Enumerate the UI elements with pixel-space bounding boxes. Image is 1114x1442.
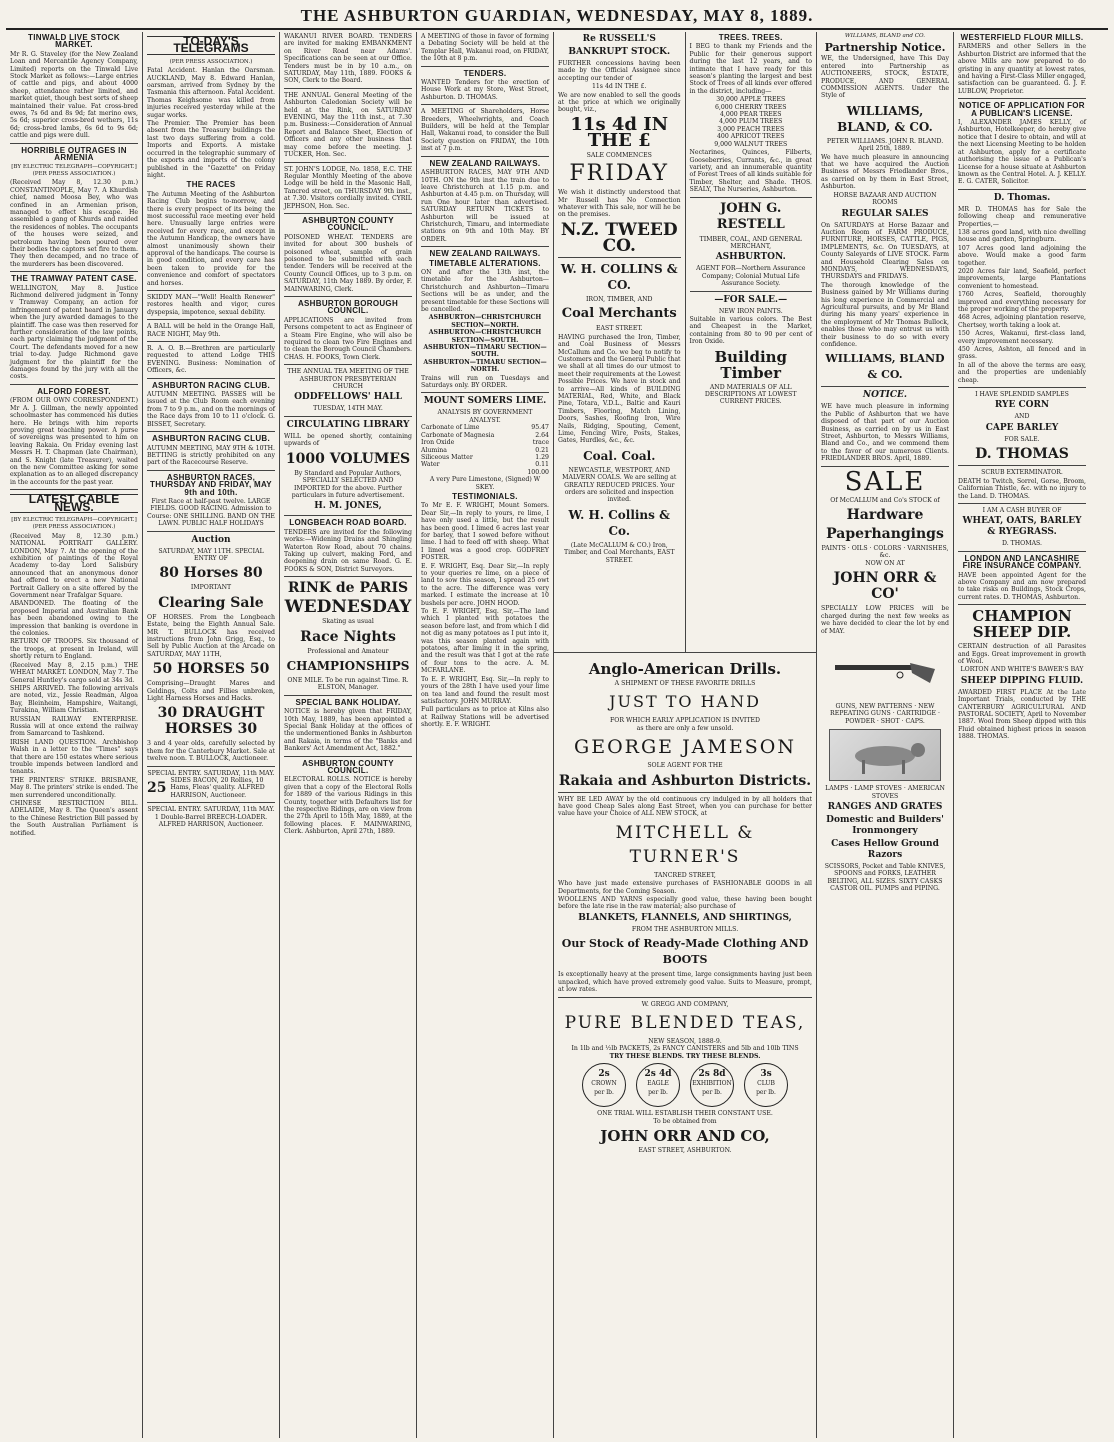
advertisement: SOLE AGENT FOR THE: [647, 762, 723, 770]
advertisement: ONE TRIAL WILL ESTABLISH THEIR CONSTANT USE.: [597, 1110, 773, 1118]
article-text: Fatal Accident. Hanlan the Oarsman. AUCKLAND, May 8. Edward Hanlan, oarsman, arrived from Sydney by the Tasmania this afternoon. Fatal Accident. Thomas Keighsome was killed from injuries received yesterday while at the sugar works.: [147, 67, 275, 119]
ad-display-line: JOHN ORR AND CO,: [600, 1126, 770, 1145]
dog-illustration-icon: [829, 729, 941, 781]
analysis-value: 2.64: [535, 431, 549, 439]
article-text: Mr R. G. Staveley (for the New Zealand Loan and Mercantile Agency Company, Limited) reports on the Tinwald Live Stock Market as follows:—Large entries of cattle and pigs, and about 4000 sheep, attendance rather limited, and market quiet, though best sorts of sheep maintained their value. Fat cross-bred ewes, 7s 6d and 8s 9d; fat merino ews, 5s 6d; superior cross-bred wethers, 11s 6d; cross-bred lambs, 6s 6d to 9s 6d; cattle and pigs were dull.: [10, 50, 138, 140]
advertisement: TRY THESE BLENDS. TRY THESE BLENDS.: [609, 1052, 761, 1060]
testimonial: E. F. WRIGHT, Esq. Dear Sir,—In reply to your queries re lime, on a piece of land to sow this season, I spread 25 owt to the acre. The difference was very marked. I estimate the increase at 10 bushels per acre. JOHN HOOD.: [421, 562, 549, 607]
advertisement: NOW ON AT: [865, 559, 905, 567]
advertisement: SIDES BACON, 20 Rollies, 10 Hams, Fleas' quality. ALFRED HARRISON, Auctioneer.: [170, 777, 265, 799]
headline: NEW ZEALAND RAILWAYS.: [429, 249, 541, 259]
headline: TENDERS.: [463, 68, 507, 78]
advertisement: NEW IRON PAINTS.: [718, 307, 783, 315]
ad-display-line: GEORGE JAMESON: [574, 736, 796, 759]
advertisement: W. GREGG AND COMPANY,: [641, 1000, 729, 1008]
ad-display-line: WEDNESDAY: [284, 597, 412, 618]
advertisement: Who have just made extensive purchases of FASHIONABLE GOODS in all Departments, for the Coming Season.: [558, 880, 812, 895]
analysis-table: [421, 424, 549, 476]
headline: NOTICE OF APPLICATION FOR A PUBLICAN'S LICENSE.: [959, 101, 1085, 118]
advertisement: 11s 4d IN THE £.: [591, 83, 647, 91]
advertisement: FARMERS and other Sellers in the Ashburton District are informed that the above Mills are now prepared to do gristing in any quantity at lowest rates, and having a First-Class Miller engaged, satisfaction can be guaranteed. G. J. F. LUBLOW, Proprietor.: [958, 43, 1086, 95]
advertisement: SCISSORS, Pocket and Table KNIVES, SPOONS and FORKS, LEATHER BELTING, ALL SIZES. SIXTY CASKS CASTOR OIL. PUMPS and PIPING.: [824, 862, 946, 893]
advertisement: ELECTORAL ROLLS. NOTICE is hereby given that a copy of the Electoral Rolls for 1889 of the various Ridings in this County, together with Defaulters list for the respective Ridings, are on view from the 27th April to 15th May, 1889, at the following places. F. MAINWARING, Clerk. Ashburton, April 27th, 1889.: [284, 776, 412, 836]
tea-name: CLUB: [757, 1080, 775, 1088]
ad-display-line: W. H. COLLINS & CO.: [560, 261, 678, 292]
ad-display-line: 80 Horses 80: [159, 565, 263, 582]
headline: TIMETABLE ALTERATIONS.: [429, 258, 541, 268]
advertisement: On SATURDAYS at Horse Bazaar and Auction Room of FARM PRODUCE, FURNITURE, HORSES, CATTLE, PIGS, IMPLEMENTS, &c. On TUESDAYS, at County Saleyards of LIVE STOCK. Farm and Household Clearing Sales on MONDAYS, WEDNESDAYS, THURSDAYS and FRIDAYS.: [821, 221, 949, 281]
advertisement: WAKANUI RIVER BOARD. TENDERS are invited for making EMBANKMENT on River Road near Adams'. Specifications can be seen at our Office. Tenders must be in by 10 a.m., on SATURDAY, May 11th, 1889. FOOKS & SON, Clerk to the Board.: [284, 33, 412, 85]
ad-display-line: 50 HORSES 50: [152, 661, 270, 678]
advertisement: D. THOMAS.: [1001, 540, 1043, 548]
section-heading: Auction: [191, 534, 231, 545]
property-item: 450 Acres, Ashton, all fenced and in grass.: [958, 346, 1086, 361]
analysis-label: Alumina: [421, 446, 447, 454]
advertisement: EAST STREET, ASHBURTON.: [638, 1146, 732, 1154]
article-text: (FROM OUR OWN CORRESPONDENT.) Mr A. J. Gillman, the newly appointed schoolmaster has commenced his duties here. He brings with him reports proving great teaching power. A purse of sovereigns was presented to him on leaving Rakaia. On Friday evening last Messrs H. T. Chapman (late Chairman), and S. Knight (late Treasurer), waited on the new Committee asking for some explanation as to an alleged discrepancy in the accounts for the past year.: [10, 397, 138, 486]
advertisement: FROM THE ASHBURTON MILLS.: [631, 925, 739, 933]
advertisement: A SHIPMENT OF THESE FAVORITE DRILLS: [614, 680, 756, 687]
column-2: [143, 32, 280, 1438]
property-item: 2020 Acres fair land, Seafield, perfect improvements, large Plantations convenient to homestead.: [958, 267, 1086, 290]
tea-blend-badges: [558, 1063, 812, 1107]
headline: ASHBURTON RACES, THURSDAY AND FRIDAY, MAY 9th and 10th.: [150, 472, 272, 497]
ad-display-line: Clearing Sale: [158, 594, 264, 611]
advertisement: EAST STREET.: [595, 325, 643, 333]
column-7: [817, 32, 954, 1438]
advertisement: AUTUMN MEETING, MAY 9TH & 10TH. BETTING is strictly prohibited on any part of the Racecourse Reserve.: [147, 444, 275, 467]
advertisement: We are now enabled to sell the goods at the price at which we originally bought, viz.,: [558, 91, 681, 114]
ad-display-line: SHEEP DIPPING FLUID.: [960, 675, 1084, 686]
column-6: [686, 32, 817, 652]
section-heading: Partnership Notice.: [824, 41, 946, 55]
ad-display-line: Our Stock of Ready-Made Clothing AND BOOTS: [561, 937, 809, 967]
advertisement: Of McCALLUM and Co's STOCK of: [830, 496, 940, 504]
analysis-row: [421, 469, 549, 476]
article-text: ABANDONED. The floating of the proposed Imperial and Australian Bank has been abandoned owing to the impression that banking is overdone in the colonies.: [10, 600, 138, 638]
analysis-label: Carbonate of Lime: [421, 424, 480, 432]
column-8: [954, 32, 1090, 1438]
advertisement: In 1lb and ½lb PACKETS, 2s FANCY CANISTERS and 5lb and 10lb TINS: [571, 1045, 799, 1053]
column-4: [417, 32, 554, 1438]
byline: (PER PRESS ASSOCIATION.): [169, 58, 253, 65]
ad-display-line: RINK de PARIS: [287, 580, 409, 597]
timetable-heading: ASHBURTON—TIMARU SECTION—SOUTH.: [423, 344, 547, 359]
advertisement: THE ANNUAL General Meeting of the Ashburton Caledonian Society will be held at the Rink, on SATURDAY EVENING, May the 11th inst., at 7.30 p.m. Business:—Consideration of Annual Report and Balance Sheet, Election of Officers and any other business that may come before the meeting. J. TUCKER, Hon. Sec.: [284, 91, 412, 159]
advertisement: SPECIALLY LOW PRICES will be charged during the next few weeks as we have decided to clear the lot by end of MAY.: [821, 605, 949, 635]
headline: ASHBURTON RACING CLUB.: [151, 434, 270, 444]
headline: TESTIMONIALS.: [452, 491, 518, 501]
advertisement: as there are only a few unsold.: [636, 724, 734, 732]
section-heading: MOUNT SOMERS LIME.: [423, 396, 547, 407]
analysis-label: Iron Oxide: [421, 439, 455, 447]
ad-display-line: FRIDAY: [569, 161, 670, 187]
ad-display-line: 1000 VOLUMES: [285, 450, 411, 467]
analysis-row: [421, 424, 549, 431]
advertisement: AUTUMN MEETING. PASSES will be issued at the Club Room each evening from 7 to 9 p.m., and on the mornings of the Race days from 10 to 11 o'clock. G. BISSET, Secretary.: [147, 391, 275, 428]
ad-display-line: Rakaia and Ashburton Districts.: [558, 772, 812, 789]
headline: TINWALD LIVE STOCK MARKET.: [28, 33, 120, 50]
analysis-label: Carbonate of Magnesia: [421, 431, 495, 439]
tree-stock-item: 3,000 PEACH TREES: [717, 125, 785, 133]
ad-display-line: 30 DRAUGHT HORSES 30: [157, 705, 265, 738]
advertisement: ON and after the 13th inst, the timetable for the Ashburton—Christchurch and Ashburton—Timaru Sections will be as under, and the present timetable for these Sections will be cancelled.: [421, 268, 549, 313]
testimonial: To Mr E. F. WRIGHT, Mount Somers. Dear Sir,—In reply to yours, re lime, I have only used a little, but the result has been good. I limed 6 acres last year for barley, that I sowed before without lime. I had to feed off with sheep. What I limed was a good crop. GODFREY FOSTER.: [421, 502, 549, 562]
advertisement: Trains will run on Tuesdays and Saturdays only. BY ORDER.: [421, 374, 549, 390]
article-text: The Autumn Meeting of the Ashburton Racing Club begins to-morrow, and there is every prospect of its being the most successful race meeting ever held here. Unusually large entries were received for every race, and except in the Autumn Handicap, the owners have almost unanimously shown their approval of the handicaps. The course is in good condition, and every care has been taken to provide for the convenience and comfort of spectators and horses.: [147, 190, 275, 287]
ad-display-line: Coal. Coal.: [583, 448, 656, 463]
advertisement: Is exceptionally heavy at the present time, large consignments having just been unpacked, which have proved extremely good value. Suits to Measure, prompt, at low rates.: [558, 971, 812, 994]
advertisement: WE, the Undersigned, have This Day entered into Partnership as AUCTIONEERS, STOCK, ESTATE, PRODUCE, AND GENERAL COMMISSION AGENTS. Under the Style of: [821, 55, 949, 100]
headline: THE RACES: [186, 180, 236, 190]
headline: NEW ZEALAND RAILWAYS.: [429, 158, 541, 168]
tea-name: EXHIBITION: [692, 1080, 732, 1088]
article-text: RUSSIAN RAILWAY ENTERPRISE. Russia will at once extend the railway from Samarcand to Tashkend.: [10, 715, 138, 738]
column-5-6: [554, 32, 817, 1438]
advertisement: THE ANNUAL TEA MEETING OF THE ASHBURTON PRESBYTERIAN CHURCH: [287, 368, 409, 391]
headline: SPECIAL BANK HOLIDAY.: [295, 697, 401, 707]
ad-display-line: JOHN ORR & CO': [833, 570, 937, 603]
timetable-heading: ASHBURTON—CHRISTCHURCH SECTION—NORTH.: [428, 314, 542, 329]
article-text: IRISH LAND QUESTION. Archbishop Walsh in a letter to the "Times" says that there are 150 estates where serious trouble impends between landlord and tenants.: [10, 738, 138, 776]
advertisement: ANALYSIS BY GOVERNMENT ANALYST.: [437, 409, 533, 424]
analysis-label: Water: [421, 461, 440, 469]
advertisement: TANCRED STREET,: [654, 871, 716, 879]
page-columns: [6, 32, 1108, 1438]
advertisement: Comprising—Draught Mares and Geldings, Colts and Fillies unbroken, Light Harness Horses and Hacks.: [147, 680, 275, 703]
analysis-value: 1.29: [535, 453, 549, 461]
advertisement: MR D. THOMAS has for Sale the following cheap and remunerative Properties,—: [958, 205, 1086, 228]
advertisement: NOTICE is hereby given that FRIDAY, 10th May, 1889, has been appointed a Special Bank Holiday at the offices of the undermentioned Banks in Ashburton and Rakaia, in terms of the "Banks and Bankers' Act Amendment Act, 1882.": [284, 708, 412, 753]
advertisement: 3 and 4 year olds, carefully selected by them for the Canterbury Market. Sale at twelve noon. T. BULLOCK, Auctioneer.: [147, 740, 275, 763]
tea-price: 2s 8d: [698, 1069, 726, 1080]
ad-display-line: —FOR SALE.—: [714, 294, 788, 305]
advertisement: A MEETING of those in favor of forming a Debating Society will be held at the Templar Hall, Wakanui road, on FRIDAY, the 10th at 8 p.m.: [421, 33, 549, 63]
ad-display-line: H. M. JONES,: [314, 501, 382, 512]
article-text: The Premier. The Premier has been absent from the Treasury buildings the last two days suffering from a cold. Imports and Exports. A mistake occurred in the telegraphic summary of the exports and imports of the colony published in the "Gazette" on Friday night.: [147, 120, 275, 179]
advertisement: First Race at half-past twelve. LARGE FIELDS. GOOD RACING. Admission to Course: ONE SHILLING. BAND ON THE LAWN. PUBLIC HALF HOLIDAYS: [147, 497, 275, 528]
advertisement: A MEETING of Shareholders, Horse Breeders, Wheelwrights, and Coach Builders, will be held at the Templar Hall, Wakanui road, to consider the Bull Society question on FRIDAY, the 10th inst at 7 p.m.: [421, 108, 549, 153]
advertisement: AGENT FOR—Northern Assurance Company; Colonial Mutual Life Assurance Society.: [696, 265, 806, 288]
advertisement: FOR SALE.: [1004, 435, 1040, 443]
ad-display-line: SALE: [844, 466, 926, 497]
headline: ASHBURTON COUNTY COUNCIL.: [302, 758, 394, 776]
advertisement: TENDERS are invited for the following works:—Widening Drains and Shingling Waterton Row Road, about 70 chains. Taking up culvert, making Ford, and deepening drain on same Road. G. E. FOOKS & SON, District Surveyors.: [284, 528, 412, 573]
ad-display-line: PURE BLENDED TEAS,: [564, 1012, 806, 1033]
column-3: [280, 32, 417, 1438]
advertisement: FOR WHICH EARLY APPLICATION IS INVITED: [610, 717, 760, 725]
headline: LATEST CABLE NEWS.: [10, 494, 138, 513]
analysis-row: [421, 461, 549, 468]
analysis-value: 0.21: [535, 446, 549, 454]
article-text: THE PRINTERS' STRIKE. BRISBANE, May 8. The printers' strike is ended. The men surrendered unconditionally.: [10, 776, 138, 799]
ad-display-line: WHEAT, OATS, BARLEY & RYEGRASS.: [962, 516, 1082, 538]
headline: ASHBURTON RACING CLUB.: [151, 380, 270, 390]
advertisement: IRON, TIMBER, AND: [585, 295, 653, 303]
tea-unit: per lb.: [702, 1089, 722, 1097]
advertisement: I BEG to thank my Friends and the Public for their generous support during the last 12 years, and to intimate that I have ready for this season's planting the largest and best Stock of Trees of all kinds ever offered in the district, including—: [689, 43, 812, 95]
gun-illustration-icon: [830, 639, 940, 699]
headline: LONDON AND LANCASHIRE FIRE INSURANCE COMPANY.: [962, 553, 1082, 571]
article-text: (Received May 8, 2.15 p.m.) THE WHEAT MARKET. LONDON, May 7. The General Huntley's cargo sold at 34s 3d.: [10, 661, 138, 684]
ad-display-line: Hardware: [846, 507, 924, 524]
tea-name: EAGLE: [647, 1080, 669, 1088]
advertisement: WE have much pleasure in informing the Public of Ashburton that we have disposed of that part of our Auction Business, as carried on by us in East Street, Ashburton, to Messrs Williams, Bland and Co., and we commend them to the favor of our numerous Clients. FRIEDLANDER BROS. April, 1889.: [821, 403, 949, 463]
ad-display-line: JUST TO HAND: [609, 692, 761, 712]
ad-display-line: Paperhangings: [826, 526, 944, 543]
property-item: 1760 Acres, Seafield, thoroughly improved and everything necessary for the proper working of the property.: [958, 291, 1086, 313]
analysis-row: [421, 432, 549, 439]
ad-display-line: WILLIAMS, BLAND, & CO.: [837, 103, 933, 134]
ad-display-line: Building Timber: [714, 347, 788, 382]
advertisement: HAVING purchased the Iron, Timber, and Coal Business of Messrs McCallum and Co. we beg to notify to Customers and the General Public that we shall at all times do our utmost to meet their requirements at the Lowest Possible Prices. We have in stock and to arrive—All kinds of BUILDING MATERIAL, Red, White, and Black Pine, Totara, V.D.L., Baltic and Kauri Timbers, Flooring, Match Lining, Doors, Sashes, Roofing Iron, Wire Nails, Ridging, Spouting, Cement, Lime, Fencing Wire, Posts, Stakes, Gates, Hurdles, &c., &c.: [558, 333, 681, 445]
article-text: WELLINGTON, May 8. Justice Richmond delivered judgment in Tonny v Tramway Company, an action for infringement of patent heard in January when the jury awarded damages to the plaintiff. The case was then reserved for further consideration of the law points, each party claiming the judgment of the Court. The defendants moved for a new trial to-day. Judge Richmond gave judgment for the plaintiff for the damages found by the jury with all the costs.: [10, 284, 138, 381]
advertisement: I HAVE SPLENDID SAMPLES: [975, 391, 1069, 399]
advertisement: Nectarines, Quinces, Filberts, Gooseberries, Currants, &c., in great variety, and an innumerable quantity of Forest Trees of all kinds suitable for Timber, Shelter, and Shade. THOS. SEALY, The Nurseries, Ashburton.: [689, 149, 812, 194]
section-heading: D. Thomas.: [993, 192, 1051, 203]
ad-display-line: RYE CORN: [994, 400, 1050, 411]
advertisement: NEWCASTLE, WESTPORT, AND MALVERN COALS. We are selling at GREATLY REDUCED PRICES. Your orders are solicited and inspection invited.: [562, 466, 677, 504]
headline: HORRIBLE OUTRAGES IN ARMENIA: [21, 145, 127, 163]
analysis-row: [421, 454, 549, 461]
headline: LONGBEACH ROAD BOARD.: [289, 518, 407, 528]
advertisement: TIMBER, COAL, AND GENERAL MERCHANT,: [699, 235, 802, 250]
ad-display-line: 11s 4d IN THE £: [570, 113, 669, 151]
tree-stock-item: 9,000 WALNUT TREES: [714, 140, 788, 148]
headline: ASHBURTON COUNTY COUNCIL.: [302, 215, 394, 233]
ad-display-line: CAPE BARLEY: [985, 422, 1059, 433]
headline: ASHBURTON BOROUGH COUNCIL.: [297, 299, 399, 316]
advertisement: A very Pure Limestone, (Signed) W SKEY.: [429, 476, 541, 491]
advertisement: Suitable in various colors. The Best and Cheapest in the Market, containing from 80 to 90 per cent of Iron Oxide.: [689, 315, 812, 346]
advertisement: SALE COMMENCES: [586, 151, 652, 159]
tea-badge: [744, 1063, 788, 1107]
article-text: (Received May 8, 12.30 p.m.) CONSTANTINOPLE, May 7. A Khurdish chief, named Moosa Bey, who was confined in an Armenian prison, managed to effect his escape. He assembled a gang of Khurds and raided the residences of nobles. The occupants of the houses were seized, and petroleum having been poured over their bodies the captors set fire to them. They then decamped, and no trace of the murderers has been discovered.: [10, 179, 138, 268]
newspaper-title: THE ASHBURTON GUARDIAN, WEDNESDAY, MAY 8, 1889.: [300, 6, 814, 25]
advertisement: By Standard and Popular Authors, SPECIALLY SELECTED AND IMPORTED for the above. Further particulars in future advertisement.: [291, 469, 405, 499]
article-text: CHINESE RESTRICTION BILL. ADELAIDE, May 8. The Queen's assent to the Chinese Restriction Bill passed by the South Australian Parliament is notified.: [10, 800, 138, 837]
advertisement: SATURDAY, MAY 11TH. SPECIAL ENTRY OF: [158, 547, 264, 562]
section-heading: BANKRUPT STOCK.: [568, 47, 671, 57]
advertisement: SPECIAL ENTRY. SATURDAY, 11th MAY. 1 Double-Barrel BREECH-LOADER. ALFRED HARRISON, Auctioneer.: [147, 806, 275, 829]
advertisement: LAMPS · LAMP STOVES · AMERICAN STOVES: [825, 785, 945, 800]
advertisement: The thorough knowledge of the Business gained by Mr Williams during his long experience in Commercial and Agricultural pursuits, and by Mr Bland during his many years' experience in the employment of Mr Thomas Bullock, enables those who may entrust us with their business to do so with every confidence.: [821, 281, 949, 348]
ad-display-line: Cases Hellow Ground Razors: [831, 838, 939, 860]
property-item: 138 acres good land, with nice dwelling house and garden, Springburn.: [958, 228, 1086, 244]
tea-badge: [636, 1063, 680, 1107]
tea-unit: per lb.: [756, 1089, 776, 1097]
masthead: [6, 4, 1108, 30]
analysis-row: [421, 439, 549, 446]
advertisement: AND MATERIALS OF ALL DESCRIPTIONS AT LOWEST CURRENT PRICES.: [704, 383, 797, 406]
advertisement: APPLICATIONS are invited from Persons competent to act as Engineer of a Steam Fire Engine, who will also be required to clean two Fire Engines and to clean the Borough Council Chambers. CHAS. H. FOOKS, Town Clerk.: [284, 316, 412, 361]
ad-display-line: CHAMPIONSHIPS: [286, 658, 410, 673]
advertisement: (Late McCALLUM & CO.) Iron, Timber, and Coal Merchants, EAST STREET.: [563, 541, 675, 564]
timetable-heading: ASHBURTON—CHRISTCHURCH SECTION—SOUTH.: [428, 329, 542, 344]
advertisement: SKIDDY MAN—"Well! Health Renewer" restores health and vigor, cures dyspepsia, impotence, sexual debility.: [147, 294, 275, 316]
advertisement: Skating as usual: [322, 618, 374, 626]
ad-display-line: REGULAR SALES: [841, 208, 929, 219]
ad-display-line: BLANKETS, FLANNELS, AND SHIRTINGS,: [578, 912, 792, 923]
advertisement: ONE MILE. To be run against Time. R. ELSTON, Manager.: [287, 676, 409, 692]
ad-display-line: MITCHELL & TURNER'S: [615, 822, 755, 867]
analysis-row: [421, 447, 549, 454]
property-item: 107 Acres good land adjoining the above. Would make a good farm together.: [958, 244, 1086, 267]
advertisement: LORTON AND WHITE'S BAWER'S BAY: [960, 666, 1084, 674]
advertisement: ST. JOHN'S LODGE, No. 1858, E.C. THE Regular Monthly Meeting of the above Lodge will be held in the Masonic Hall, Tancred street, on THURSDAY 9th inst., at 7.30. Visitors cordially invited. CYRIL JEPHSON, Hon. Sec.: [284, 165, 412, 210]
ad-display-line: 25: [147, 780, 167, 797]
advertisement: PETER WILLIAMS. JOHN R. BLAND. April 25th, 1889.: [826, 137, 944, 153]
section-heading: Re RUSSELL'S: [582, 34, 656, 44]
ad-display-line: D. THOMAS: [975, 446, 1069, 463]
property-item: 150 Acres, Wakanui, first-class land, every improvement necessary.: [958, 330, 1086, 345]
advertisement: A BALL will be held in the Orange Hall, RACE NIGHT, May 9th.: [147, 323, 275, 338]
headline: THE TRAMWAY PATENT CASE.: [11, 274, 137, 284]
advertisement: We have much pleasure in announcing that we have acquired the Auction Business of Messrs Friedlander Bros., as carried on by them in East Street, Ashburton.: [821, 153, 949, 191]
tea-name: CROWN: [591, 1080, 617, 1088]
advertisement: Professional and Amateur: [307, 647, 389, 655]
advertisement: I AM A CASH BUYER OF: [982, 506, 1062, 514]
timetable-heading: ASHBURTON—TIMARU SECTION—NORTH.: [423, 358, 547, 374]
advertisement: AWARDED FIRST PLACE At the Late Important Trials, conducted by THE CANTERBURY AGRICULTURAL AND PASTORAL SOCIETY, April to November 1887. Wool from Sheep dipped with this Fluid obtained highest prices in season 1888. THOMAS.: [958, 688, 1086, 741]
advertisement: We wish it distinctly understood that Mr Russell has No Connection whatever with This sale, nor will he be on the premises.: [558, 189, 681, 219]
article-text: RETURN OF TROOPS. Six thousand of the troops, at present in Ireland, will shortly return to England.: [10, 638, 138, 661]
ad-display-line: CHAMPION SHEEP DIP.: [972, 607, 1072, 642]
testimonial: To E. F. WRIGHT, Esq. Sir,—In reply to yours of the 28th I have used your lime on tea land and found the result most satisfactory. JOHN MURRAY.: [421, 675, 549, 705]
ad-header: WILLIAMS, BLAND and CO.: [844, 33, 926, 39]
tea-price: 2s: [598, 1069, 610, 1080]
advertisement: DEATH to Twitch, Sorrel, Gorse, Broom, Californian Thistle, &c. with no injury to the Land. D. THOMAS.: [958, 477, 1086, 500]
advertisement: IMPORTANT: [190, 584, 232, 592]
wide-advertisements: [554, 653, 816, 1417]
byline: [BY ELECTRIC TELEGRAPH—COPYRIGHT.] (PER PRESS ASSOCIATION.): [11, 516, 137, 531]
headline: WESTERFIELD FLOUR MILLS.: [960, 33, 1084, 42]
headline: TREES. TREES.: [718, 33, 783, 42]
ad-display-line: Coal Merchants: [561, 306, 677, 322]
analysis-value: 95.47: [531, 424, 549, 432]
advertisement: I, ALEXANDER JAMES KELLY, of Ashburton, Hotelkeeper, do hereby give notice that I desire to obtain, and will at the next Licensing Meeting to be holden at Ashburton, apply for a certificate authorising the issue of a Publican's License for a house situate at Ashburton known as the Central Hotel. A. J. KELLY. E. G. CATER, Solicitor.: [958, 119, 1086, 186]
article-text: (Received May 8, 12.30 p.m.) NATIONAL PORTRAIT GALLERY. LONDON, May 7. At the opening of the exhibition of paintings of the Royal Academy to-day Lord Salisbury announced that an anonymous donor had offered to erect a new National Portrait Gallery on a site offered by the Government near Trafalgar Square.: [10, 532, 138, 600]
headline: ALFORD FOREST.: [37, 386, 111, 396]
advertisement: WHY BE LED AWAY by the old continuous cry indulged in by all holders that have good Cheap Sales along East Street, when you can purchase for better value have your Choice of ALL NEW STOCK, at: [558, 795, 812, 818]
ad-display-line: ODDFELLOWS' HALL: [294, 392, 402, 403]
analysis-value: trace: [532, 439, 549, 447]
tree-stock-item: 4,000 PEAR TREES: [719, 111, 782, 119]
analysis-value: 0.11: [535, 461, 549, 469]
tree-stock-item: 4,000 PLUM TREES: [719, 118, 783, 126]
advertisement: POISONED WHEAT. TENDERS are invited for about 300 bushels of poisoned wheat, sample of grain poisoned to be submitted with each tender. Tenders will be received at the County Council Offices, up to 3 p.m. on SATURDAY, 11th May 1889. By order, F. MAINWARING, Clerk.: [284, 233, 412, 293]
section-heading: CIRCULATING LIBRARY: [286, 419, 410, 430]
ad-display-line: Domestic and Builders' Ironmongery: [826, 814, 944, 836]
advertisement: CERTAIN destruction of all Parasites and Eggs. Great improvement in growth of Wool.: [958, 643, 1086, 665]
tea-unit: per lb.: [648, 1089, 668, 1097]
advertisement: In all of the above the terms are easy, and the properties are undeniably cheap.: [958, 361, 1086, 384]
analysis-value: 100.00: [527, 468, 549, 476]
headline: TO-DAY'S TELEGRAMS: [147, 36, 275, 55]
advertisement: SCRUB EXTERMINATOR.: [981, 469, 1063, 477]
advertisement: GUNS, NEW PATTERNS · NEW REPEATING GUNS · CARTRIDGE · POWDER · SHOT · CAPS.: [830, 702, 940, 725]
ad-title: Anglo-American Drills.: [588, 660, 782, 678]
advertisement: PAINTS · OILS · COLORS · VARNISHES, &c.: [821, 545, 949, 560]
advertisement: NEW SEASON, 1888-9.: [648, 1037, 722, 1045]
ad-display-line: W. H. Collins & Co.: [568, 507, 670, 538]
advertisement: AND: [1014, 413, 1030, 421]
advertisement: To be obtained from: [653, 1117, 717, 1125]
ad-display-line: JOHN G. RESTELL: [716, 200, 785, 232]
advertisement: HORSE BAZAAR AND AUCTION ROOMS: [833, 191, 937, 207]
tree-stock-list: [690, 96, 813, 148]
tree-stock-item: 30,000 APPLE TREES: [716, 96, 786, 104]
tree-stock-item: 400 APRICOT TREES: [717, 133, 785, 141]
advertisement: HAVE been appointed Agent for the above Company and am now prepared to take risks on Buildings, Stock Crops, current rates. D. THOMAS, Ashburton.: [958, 571, 1086, 601]
tree-stock-item: 6,000 CHERRY TREES: [714, 103, 787, 111]
advertisement: ASHBURTON RACES, MAY 9TH AND 10TH. ON the 9th inst the train due to leave Christchurch at 1.15 p.m. and Ashburton at 4.45 p.m. on Thursday, will run One hour later than advertised. SATURDAY RETURN TICKETS to Ashburton will be issued at Christchurch, Timaru, and intermediate stations on 9th and 10th May. BY ORDER.: [421, 169, 549, 243]
tea-price: 3s: [760, 1069, 772, 1080]
ad-display-line: Race Nights: [300, 628, 396, 645]
section-heading: NOTICE.: [862, 390, 908, 401]
byline: [BY ELECTRIC TELEGRAPH—COPYRIGHT.] (PER PRESS ASSOCIATION.): [11, 163, 137, 177]
tea-badge: [582, 1063, 626, 1107]
advertisement: SPECIAL ENTRY. SATURDAY, 11th MAY.: [147, 769, 275, 777]
ad-display-line: RANGES AND GRATES: [827, 801, 943, 812]
advertisement: WANTED Tenders for the erection of House Work at my Store, West Street, Ashburton. D. THOMAS.: [421, 79, 549, 101]
property-list: [958, 229, 1086, 361]
testimonial: To E. F. WRIGHT, Esq. Sir,—The land which I planted with potatoes the season before last, and from which I did not dig as many potatoes as I put into it, was this season planted again with potatoes, after liming it in the spring, and the result was that I got at the rate of four tons to the acre. A. M. MCFARLANE.: [421, 608, 549, 675]
ad-display-line: WILLIAMS, BLAND & CO.: [825, 352, 945, 382]
advertisement: WOOLLENS AND YARNS especially good value, these having been bought before the late rise in the raw material; also purchase of: [558, 896, 812, 911]
tea-unit: per lb.: [594, 1089, 614, 1097]
ad-display-line: ASHBURTON.: [715, 252, 786, 263]
column-5: [554, 32, 686, 652]
advertisement: WILL be opened shortly, containing upwards of: [284, 432, 412, 448]
advertisement: OF HORSES. From the Longbeach Estate, being the Eighth Annual Sale. MR T. BULLOCK has received instructions from John Grigg, Esq., to Sell by Public Auction at the Arcade on SATURDAY, MAY 11TH,: [147, 613, 275, 658]
tea-badge: [690, 1063, 734, 1107]
advertisement: TUESDAY, 14TH MAY.: [313, 405, 383, 413]
article-text: SHIPS ARRIVED. The following arrivals are noted, viz., Jessie Readman, Algoa Bay, Bleinheim, Hampshire, Waitangi, Turakina, William Christian.: [10, 684, 138, 715]
ad-display-line: N.Z. TWEED CO.: [560, 219, 678, 256]
property-item: 468 Acres, adjoining plantation reserve, Chertsey, worth taking a look at.: [958, 314, 1086, 329]
column-1: [6, 32, 143, 1438]
tea-price: 2s 4d: [644, 1069, 672, 1080]
analysis-label: Siliceous Matter: [421, 453, 473, 461]
advertisement: FURTHER concessions having been made by the Official Assignee since accepting our tender of: [558, 60, 681, 82]
advertisement: Full particulars as to price at Kilns also at Railway Stations will be advertised shortly. E. F. WRIGHT.: [421, 706, 549, 729]
advertisement: R. A. O. B.—Brethren are particularly requested to attend Lodge THIS EVENING. Business: Nomination of Officers, &c.: [147, 345, 275, 375]
